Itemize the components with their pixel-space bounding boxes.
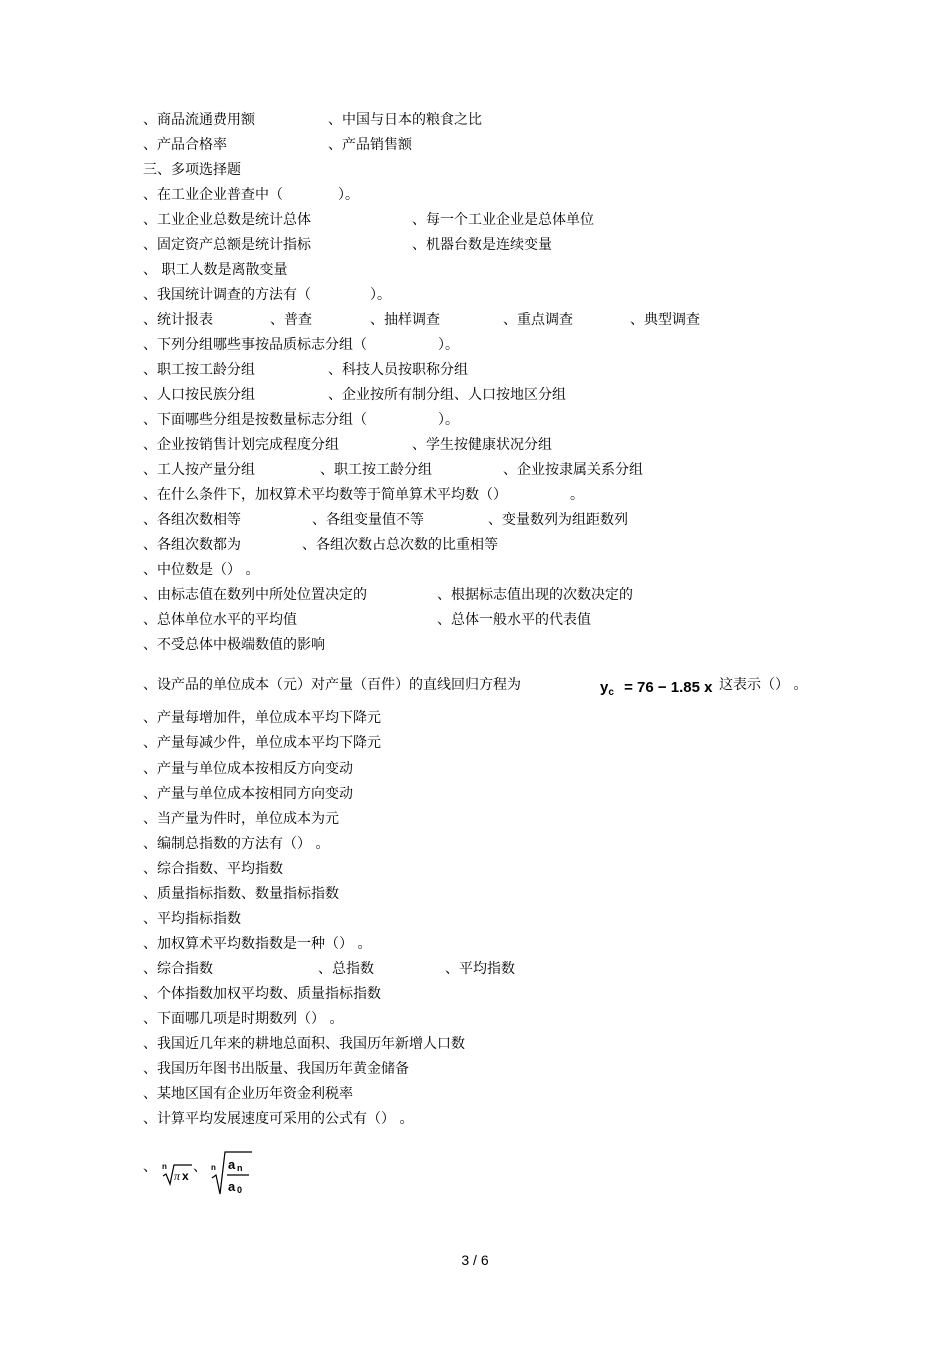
text-line-2-seg-0: 三、多项选择题 [143,162,241,178]
text-line-30-seg-0: 、质量指标指数、数量指标指数 [143,886,339,902]
svg-text:a: a [228,1157,236,1172]
page-number: 3 / 6 [461,1252,489,1268]
text-line-19-seg-1: 、根据标志值出现的次数决定的 [437,587,633,603]
text-line-20-seg-0: 、总体单位水平的平均值 [143,612,297,628]
text-line-20-seg-1: 、总体一般水平的代表值 [437,612,591,628]
text-line-27-seg-0: 、当产量为件时，单位成本为元 [143,811,339,827]
text-line-19-seg-0: 、由标志值在数列中所处位置决定的 [143,587,367,603]
text-line-7-seg-1: ）。 [370,287,391,303]
text-line-28-seg-0: 、编制总指数的方法有（） 。 [143,836,330,852]
text-line-13-seg-0: 、企业按销售计划完成程度分组 [143,437,339,453]
text-line-22-seg-1: ，这表示（） 。 [705,677,808,693]
text-line-39-seg-0: 、计算平均发展速度可采用的公式有（） 。 [143,1111,414,1127]
text-line-33-seg-1: 、总指数 [318,961,374,977]
text-line-14-seg-0: 、工人按产量分组 [143,462,255,478]
svg-text:0: 0 [237,1185,243,1195]
text-line-17-seg-1: 、各组次数占总次数的比重相等 [302,537,498,553]
text-line-8-seg-0: 、统计报表 [143,312,213,328]
text-line-6-seg-0: 、 职工人数是离散变量 [143,262,288,278]
text-line-26-seg-0: 、产量与单位成本按相同方向变动 [143,786,353,802]
root-formula-ratio [208,1148,254,1198]
text-line-17-seg-0: 、各组次数都为 [143,537,241,553]
text-line-3-seg-0: 、在工业企业普查中（ [143,187,283,203]
text-line-23-seg-0: 、产量每增加件，单位成本平均下降元 [143,710,381,726]
text-line-36-seg-0: 、我国近几年来的耕地总面积、我国历年新增人口数 [143,1036,465,1052]
text-line-22-seg-0: 、设产品的单位成本（元）对产量（百件）的直线回归方程为 [143,677,521,693]
text-line-9-seg-1: ）。 [438,337,459,353]
svg-text:n: n [211,1163,216,1172]
text-line-37-seg-0: 、我国历年图书出版量、我国历年黄金储备 [143,1061,409,1077]
text-line-16-seg-2: 、变量数列为组距数列 [488,512,628,528]
text-line-4-seg-1: 、每一个工业企业是总体单位 [412,212,594,228]
text-line-25-seg-0: 、产量与单位成本按相反方向变动 [143,761,353,777]
text-line-29-seg-0: 、综合指数、平均指数 [143,861,283,877]
text-line-38-seg-0: 、某地区国有企业历年资金利税率 [143,1086,353,1102]
text-line-24-seg-0: 、产量每减少件，单位成本平均下降元 [143,735,381,751]
text-line-18-seg-0: 、中位数是（） 。 [143,562,260,578]
text-line-10-seg-0: 、职工按工龄分组 [143,362,255,378]
text-line-16-seg-1: 、各组变量值不等 [312,512,424,528]
text-line-8-seg-1: 、普查 [270,312,312,328]
svg-text:n: n [162,1162,167,1171]
text-line-12-seg-0: 、下面哪些分组是按数量标志分组（ [143,412,367,428]
text-line-21-seg-0: 、不受总体中极端数值的影响 [143,637,325,653]
text-line-0-seg-0: 、商品流通费用额 [143,112,255,128]
text-line-5-seg-0: 、固定资产总额是统计指标 [143,237,311,253]
text-line-3-seg-1: ）。 [338,187,359,203]
text-line-15-seg-1: 。 [570,487,584,503]
text-line-8-seg-3: 、重点调查 [503,312,573,328]
text-line-33-seg-2: 、平均指数 [445,961,515,977]
svg-text:x: x [182,1169,189,1183]
text-line-10-seg-1: 、科技人员按职称分组 [328,362,468,378]
svg-text:a: a [228,1179,236,1194]
text-line-34-seg-0: 、个体指数加权平均数、质量指标指数 [143,986,381,1002]
text-line-13-seg-1: 、学生按健康状况分组 [412,437,552,453]
text-line-9-seg-0: 、下列分组哪些事按品质标志分组（ [143,337,367,353]
root-formula-geometric [160,1160,194,1188]
text-line-32-seg-0: 、加权算术平均数指数是一种（） 。 [143,936,372,952]
text-line-8-seg-2: 、抽样调查 [370,312,440,328]
text-line-14-seg-1: 、职工按工龄分组 [320,462,432,478]
text-line-11-seg-1: 、企业按所有制分组、人口按地区分组 [328,387,566,403]
text-line-14-seg-2: 、企业按隶属关系分组 [503,462,643,478]
text-line-12-seg-1: ）。 [438,412,459,428]
text-line-16-seg-0: 、各组次数相等 [143,512,241,528]
text-line-1-seg-0: 、产品合格率 [143,137,227,153]
text-line-15-seg-0: 、在什么条件下，加权算术平均数等于简单算术平均数（） [143,487,507,503]
text-line-40-seg-1: 、 [193,1159,207,1175]
regression-formula: $y_c = 76 - 1.85$ x [600,679,713,698]
text-line-7-seg-0: 、我国统计调查的方法有（ [143,287,311,303]
text-line-5-seg-1: 、机器台数是连续变量 [412,237,552,253]
text-line-1-seg-1: 、产品销售额 [328,137,412,153]
text-line-0-seg-1: 、中国与日本的粮食之比 [328,112,482,128]
text-line-35-seg-0: 、下面哪几项是时期数列（） 。 [143,1011,344,1027]
svg-text:n: n [237,1163,243,1173]
text-line-4-seg-0: 、工业企业总数是统计总体 [143,212,311,228]
text-line-31-seg-0: 、平均指标指数 [143,911,241,927]
svg-text:π: π [174,1169,181,1183]
text-line-11-seg-0: 、人口按民族分组 [143,387,255,403]
text-line-40-seg-0: 、 [143,1159,157,1175]
text-line-33-seg-0: 、综合指数 [143,961,213,977]
text-line-8-seg-4: 、典型调查 [630,312,700,328]
